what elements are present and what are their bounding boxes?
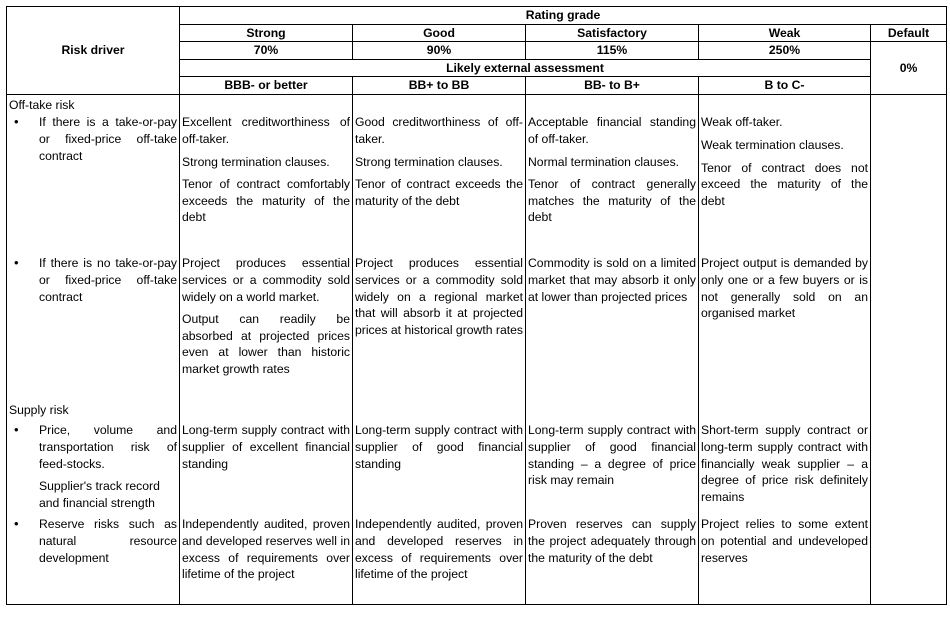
empty-cell <box>180 94 353 114</box>
risk-driver-cell <box>7 422 180 516</box>
risk-driver-cell <box>7 114 180 255</box>
external-strong: BBB- or better <box>180 77 353 95</box>
grade-name-good: Good <box>353 24 526 42</box>
likely-external-header: Likely external assessment <box>180 59 871 77</box>
cell-text: Normal termination clauses. <box>528 154 680 169</box>
bullet-icon: • <box>14 255 19 271</box>
bullet-icon: • <box>14 114 19 130</box>
driver-text: Reserve risks such as natural resource development <box>39 517 177 565</box>
cell-text: Commodity is sold on a limited market that may absorb it only at lower than projected prices <box>528 256 696 304</box>
section-title-supply: Supply risk <box>7 400 180 422</box>
cell-text: Project produces essential services or a commodity sold widely on a regional market that will absorb it at projected prices at historical growth rates <box>355 256 523 337</box>
cell-text: Project output is demanded by only one or a few buyers or is not generally sold on an organised market <box>701 256 868 321</box>
grade-cell-strong <box>180 114 353 255</box>
external-weak: B to C- <box>699 77 871 95</box>
risk-driver-header: Risk driver <box>7 7 180 95</box>
cell-text: Project relies to some extent on potential and undeveloped reserves <box>701 517 868 565</box>
default-weight: 0% <box>871 42 947 95</box>
grade-cell-good <box>353 114 526 255</box>
grade-name-weak: Weak <box>699 24 871 42</box>
empty-cell <box>699 94 871 114</box>
section-title-offtake: Off-take risk <box>7 94 180 114</box>
grade-cell-strong <box>180 516 353 604</box>
risk-driver-cell <box>7 516 180 604</box>
empty-cell <box>180 400 353 422</box>
grade-name-satisfactory: Satisfactory <box>526 24 699 42</box>
driver-text: Supplier's track record and financial strength <box>39 479 160 510</box>
driver-text: Price, volume and transportation risk of feed-stocks. <box>39 423 177 471</box>
cell-text: Strong termination clauses. <box>182 154 330 169</box>
empty-cell <box>699 400 871 422</box>
cell-text: Long-term supply contract with supplier of good financial standing <box>355 423 523 471</box>
bullet-icon: • <box>14 422 19 438</box>
cell-text: Weak termination clauses. <box>701 138 844 153</box>
grade-weight-good: 90% <box>353 42 526 60</box>
cell-text: Acceptable financial standing of off-taker. <box>528 115 696 147</box>
grade-cell-satisfactory <box>526 114 699 255</box>
grade-cell-weak <box>699 422 871 516</box>
grade-cell-strong <box>180 422 353 516</box>
grade-name-strong: Strong <box>180 24 353 42</box>
default-cell <box>871 114 947 255</box>
cell-text: Strong termination clauses. <box>355 154 503 169</box>
grade-cell-satisfactory <box>526 422 699 516</box>
grade-cell-good <box>353 255 526 400</box>
grade-weight-weak: 250% <box>699 42 871 60</box>
cell-text: Good creditworthiness of off-taker. <box>355 115 523 147</box>
cell-text: Independently audited, proven and developed reserves well in excess of requirements over lifetime of the project <box>182 517 350 582</box>
cell-text: Tenor of contract comfortably exceeds the maturity of the debt <box>182 177 350 225</box>
cell-text: Output can readily be absorbed at projected prices even at lower than historic market growth rates <box>182 312 350 377</box>
cell-text: Tenor of contract exceeds the maturity of the debt <box>355 177 523 208</box>
cell-text: Long-term supply contract with supplier of excellent financial standing <box>182 423 350 471</box>
grade-cell-weak <box>699 255 871 400</box>
risk-driver-cell <box>7 255 180 400</box>
cell-text: Long-term supply contract with supplier of good financial standing – a degree of price risk may remain <box>528 423 696 488</box>
grade-cell-weak <box>699 516 871 604</box>
empty-cell <box>353 400 526 422</box>
default-cell <box>871 422 947 516</box>
grade-cell-good <box>353 422 526 516</box>
empty-cell <box>871 400 947 422</box>
external-satisfactory: BB- to B+ <box>526 77 699 95</box>
grade-cell-weak <box>699 114 871 255</box>
grade-cell-satisfactory <box>526 516 699 604</box>
empty-cell <box>526 400 699 422</box>
bullet-icon: • <box>14 516 19 532</box>
cell-text: Tenor of contract generally matches the maturity of the debt <box>528 177 696 225</box>
cell-text: Proven reserves can supply the project adequately through the maturity of the debt <box>528 517 696 565</box>
rating-grade-header: Rating grade <box>180 7 947 25</box>
empty-cell <box>871 94 947 114</box>
driver-text: If there is no take-or-pay or fixed-price off-take contract <box>39 256 177 304</box>
grade-cell-strong <box>180 255 353 400</box>
default-cell <box>871 516 947 604</box>
cell-text: Short-term supply contract or long-term supply contract with financially weak supplier – a degree of price risk definitely remains <box>701 423 868 504</box>
driver-text: If there is a take-or-pay or fixed-price off-take contract <box>39 115 177 163</box>
grade-weight-satisfactory: 115% <box>526 42 699 60</box>
cell-text: Tenor of contract does not exceed the maturity of the debt <box>701 160 868 208</box>
cell-text: Project produces essential services or a commodity sold widely on a world market. <box>182 256 350 304</box>
default-cell <box>871 255 947 400</box>
cell-text: Independently audited, proven and developed reserves in excess of requirements over lifetime of the project <box>355 517 523 582</box>
cell-text: Weak off-taker. <box>701 115 783 130</box>
cell-text: Excellent creditworthiness of off-taker. <box>182 115 350 147</box>
risk-rating-table <box>6 6 947 605</box>
empty-cell <box>353 94 526 114</box>
grade-cell-satisfactory <box>526 255 699 400</box>
external-good: BB+ to BB <box>353 77 526 95</box>
empty-cell <box>526 94 699 114</box>
grade-cell-good <box>353 516 526 604</box>
grade-name-default: Default <box>871 24 947 42</box>
grade-weight-strong: 70% <box>180 42 353 60</box>
